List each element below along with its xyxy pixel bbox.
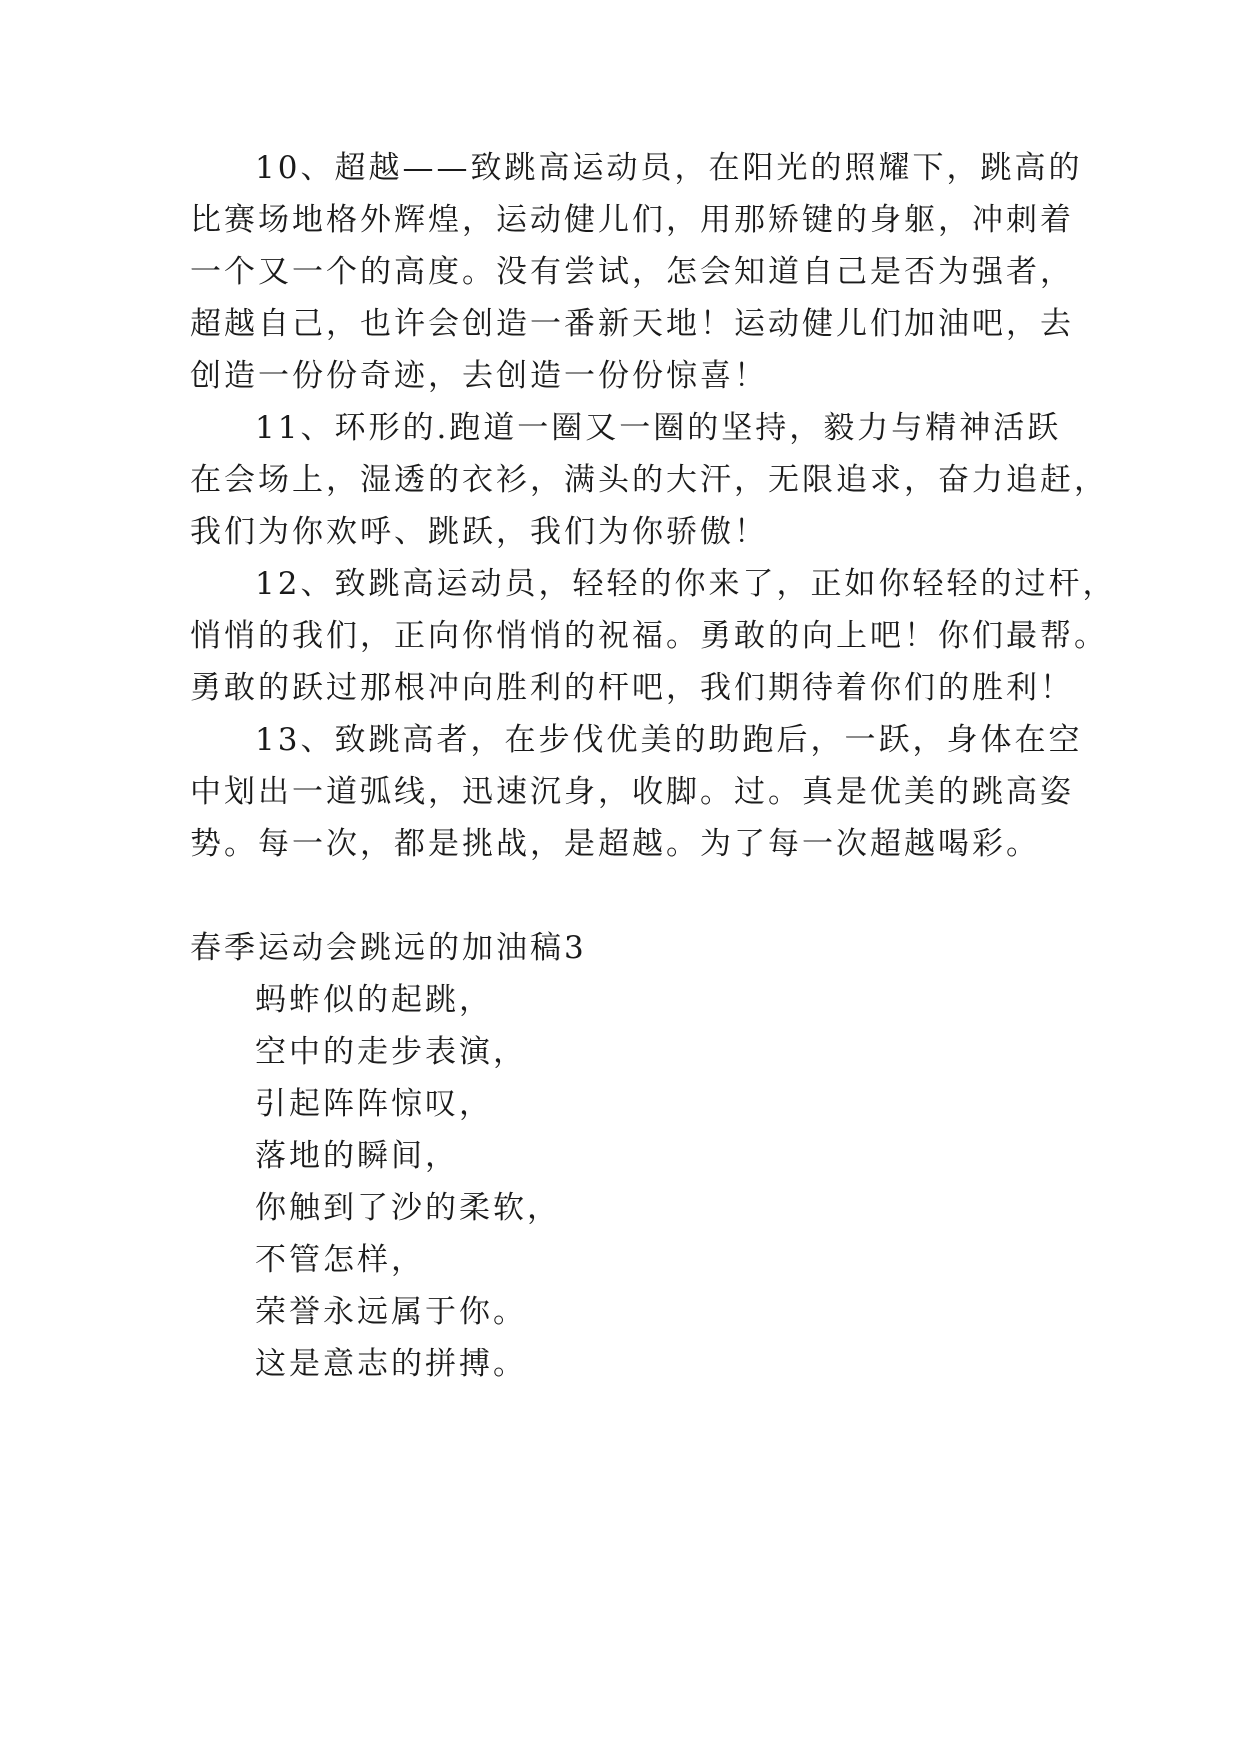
paragraph-13-line-1: 13、致跳高者，在步伐优美的助跑后，一跃，身体在空 [255,722,1083,758]
paragraph-10-line-3: 一个又一个的高度。没有尝试，怎会知道自己是否为强者， [190,254,1074,290]
poem-line-2: 空中的走步表演， [255,1034,527,1070]
paragraph-12-line-1: 12、致跳高运动员，轻轻的你来了，正如你轻轻的过杆， [255,566,1117,602]
paragraph-10-line-5: 创造一份份奇迹，去创造一份份惊喜！ [190,358,768,394]
poem-line-3: 引起阵阵惊叹， [255,1086,493,1122]
section-title: 春季运动会跳远的加油稿3 [190,930,587,966]
poem-line-5: 你触到了沙的柔软， [255,1190,561,1226]
paragraph-13-line-3: 势。每一次，都是挑战，是超越。为了每一次超越喝彩。 [190,826,1040,862]
poem-line-8: 这是意志的拼搏。 [255,1346,527,1382]
paragraph-10-line-1: 10、超越——致跳高运动员，在阳光的照耀下，跳高的 [255,150,1083,186]
poem-line-6: 不管怎样， [255,1242,425,1278]
poem-line-1: 蚂蚱似的起跳， [255,982,493,1018]
poem-line-4: 落地的瞬间， [255,1138,459,1174]
poem-line-7: 荣誉永远属于你。 [255,1294,527,1330]
paragraph-11-line-3: 我们为你欢呼、跳跃，我们为你骄傲！ [190,514,768,550]
paragraph-12-line-2: 悄悄的我们，正向你悄悄的祝福。勇敢的向上吧！你们最帮。 [190,618,1108,654]
paragraph-12-line-3: 勇敢的跃过那根冲向胜利的杆吧，我们期待着你们的胜利！ [190,670,1074,706]
paragraph-11-line-1: 11、环形的.跑道一圈又一圈的坚持，毅力与精神活跃 [255,410,1062,446]
paragraph-11-line-2: 在会场上，湿透的衣衫，满头的大汗，无限追求，奋力追赶， [190,462,1108,498]
paragraph-10-line-4: 超越自己，也许会创造一番新天地！运动健儿们加油吧，去 [190,306,1074,342]
paragraph-13-line-2: 中划出一道弧线，迅速沉身，收脚。过。真是优美的跳高姿 [190,774,1074,810]
paragraph-10-line-2: 比赛场地格外辉煌，运动健儿们，用那矫键的身躯，冲刺着 [190,202,1074,238]
